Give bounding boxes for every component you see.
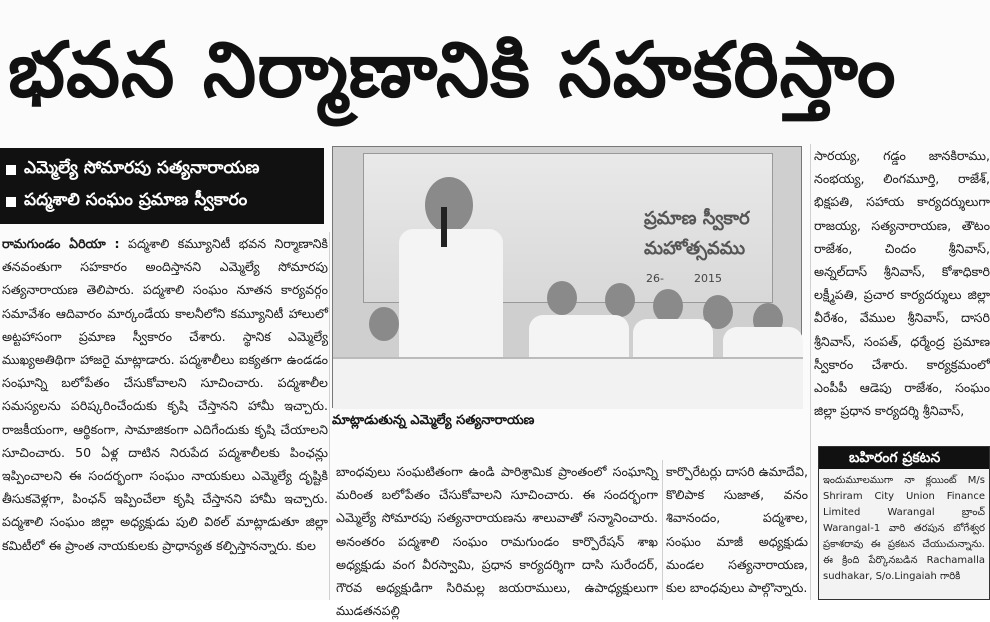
square-bullet-icon — [6, 165, 16, 175]
public-notice-ad — [818, 446, 990, 600]
square-bullet-icon — [6, 197, 16, 207]
speaker-head — [425, 177, 473, 233]
column-divider — [329, 232, 330, 600]
article-column-right: సారయ్య, గడ్డం జానకిరాము, నంభయ్య, లింగమూర్తి, రాజేశ్, భిక్షపతి, సహాయ కార్యదర్శులుగా రాజయ్య, సత్యనారాయణ, తౌటం రాజేశం, చిందం శ్రీనివాస్, అన్నల్‌దాస్ శ్రీనివాస్, కోశాధికారి లక్ష్మీపతి, ప్రచార కార్యదర్శులు జిల్లా వీరేశం, వేముల శ్రీనివాస్, దాసరి శ్రీనివాస్, సంపత్, ధర్మేంద్ర ప్రమాణ స్వీకారం చేశారు. కార్యక్రమంలో ఎంపీపీ ఆడెపు రాజేశం, సంఘం జిల్లా ప్రధాన కార్యదర్శి శ్రీనివాస్, — [814, 148, 990, 419]
event-photo — [332, 146, 802, 408]
column-divider — [662, 460, 663, 600]
subhead-2 — [6, 186, 318, 218]
subhead-1 — [6, 154, 318, 186]
guest-head — [369, 307, 399, 341]
article-text-left: పద్మశాలి కమ్యూనిటీ భవన నిర్మాణానికి తనవంతుగా సహకారం అందిస్తానని ఎమ్మెల్యే సోమారపు సత్యనారాయణ తెలిపారు. పద్మశాలి సంఘం నూతన కార్యవర్గం సమావేశం ఆదివారం మార్కండేయ కాలనీలోని కమ్యూనిటీ హాలులో అట్టహాసంగా ప్రమాణ స్వీకారం చేశారు. స్థానిక ఎమ్మెల్యే ముఖ్యఅతిథిగా హాజరై మాట్లాడారు. పద్మశాలీలు ఐక్యతగా ఉండడం సంఘాన్ని బలోపేతం చేసుకోవాలని సూచించారు. పద్మశాలీల సమస్యలను పరిష్కరించేందుకు కృషి చేస్తానని హామీ ఇచ్చారు. రాజకీయంగా, ఆర్థికంగా, సామాజికంగా ఎదిగేందుకు కృషి చేయాలని సూచించారు. 50 ఏళ్ల దాటిన నిరుపేద పద్మశాలీలకు పింఛన్లు ఇప్పించాలని ఈ సందర్భంగా సంఘం నాయకులు ఎమ్మెల్యే దృష్టికి తీసుకవెళ్లగా, పింఛన్ ఇప్పించేలా కృషి చేస్తానని హామీ ఇచ్చారు. పద్మశాలి సంఘం జిల్లా అధ్యక్షుడు పులి విఠల్ మాట్లాడుతూ జిల్లా కమిటీలో ఈ ప్రాంత నాయకులకు ప్రాధాన్యత కల్పిస్తానన్నారు. కుల — [2, 236, 328, 553]
guest-head — [547, 281, 577, 315]
stage-table — [333, 357, 803, 409]
banner-date: 26- — [646, 272, 664, 285]
article-column-left — [2, 232, 328, 600]
guest-head — [653, 289, 683, 323]
article-column-middle: బాంధవులు సంఘటితంగా ఉండి పారిశ్రామిక ప్రాంతంలో సంఘాన్ని మరింత బలోపేతం చేసుకోవాలని సూచించారు. ఈ సందర్భంగా ఎమ్మెల్యే సోమారపు సత్యనారాయణను శాలువాతో సన్మానించారు. అనంతరం పద్మశాలి సంఘం రామగుండం కార్పొరేషన్ శాఖ అధ్యక్షుడు వంగ వీరస్వామి, ప్రధాన కార్యదర్శిగా దాసి సురేందర్, గౌరవ అధ్యక్షుడిగా సిరిమల్ల జయరాములు, ఉపాధ్యక్షులుగా ముడతనపల్లి — [336, 464, 658, 619]
headline: భవన నిర్మాణానికి సహకరిస్తాం — [8, 25, 897, 114]
subhead-box — [0, 148, 324, 224]
microphone-icon — [441, 207, 447, 247]
subhead-2-text: పద్మశాలి సంఘం ప్రమాణ స్వీకారం — [24, 190, 248, 210]
guest-head — [605, 283, 635, 317]
banner-text: ప్రమాణ స్వీకార మహోత్సవము — [644, 208, 750, 259]
column-divider — [810, 144, 811, 600]
ad-body: ఇందుమూలముగా నా క్లయింట్ M/s Shriram City Union Finance Limited Warangal బ్రాంచ్ Warangal-1 వారి తరపున బోగేశ్వర ప్రకాశరావు ఈ ప్రకటన చేయుచున్నాను. ఈ క్రింది పేర్కొనబడిన Rachamalla sudhakar, S/o.Lingaiah గారికి — [823, 475, 985, 582]
photo-caption: మాట్లాడుతున్న ఎమ్మెల్యే సత్యనారాయణ — [332, 413, 535, 428]
banner-year: 2015 — [694, 272, 722, 285]
ad-title: బహిరంగ ప్రకటన — [819, 447, 989, 469]
dateline: రామగుండం ఏరియా : — [2, 236, 120, 251]
subhead-1-text: ఎమ్మెల్యే సోమారపు సత్యనారాయణ — [24, 158, 260, 178]
article-column-middle-right: కార్పొరేటర్లు దాసరి ఉమాదేవి, కొలిపాక సుజాత, వనం శివానందం, పద్మశాల, సంఘం మాజీ అధ్యక్షుడు మండల సత్యనారాయణ, కుల బాంధవులు పాల్గొన్నారు. — [666, 464, 808, 596]
